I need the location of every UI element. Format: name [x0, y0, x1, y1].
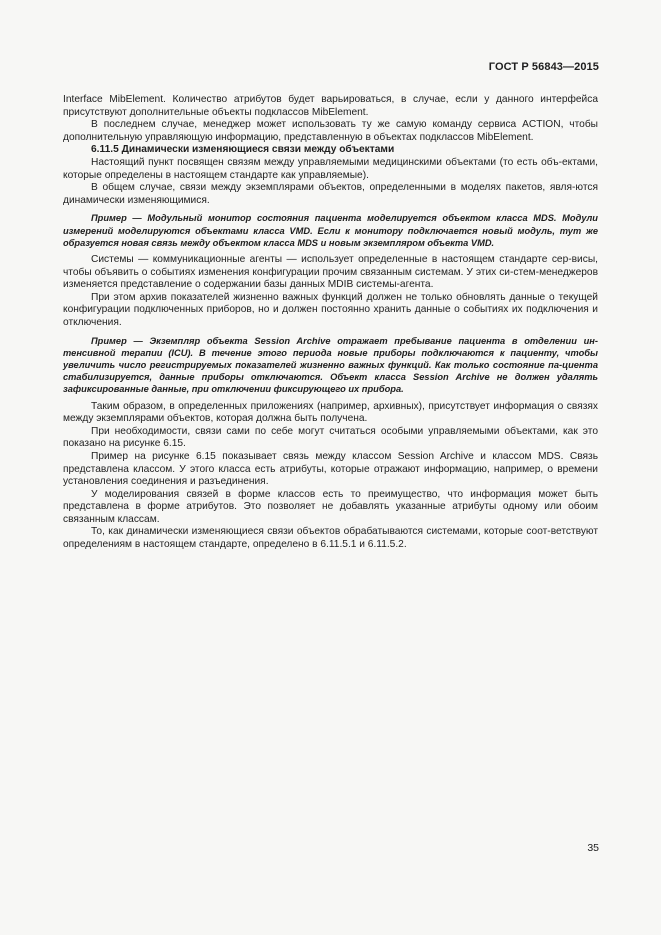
paragraph: В общем случае, связи между экземплярами объектов, определенными в моделях пакетов, явля-ются динамически изменяющимися.	[63, 182, 598, 206]
document-id-header: ГОСТ Р 56843—2015	[488, 61, 599, 73]
paragraph: Interface MibElement. Количество атрибутов будет варьироваться, в случае, если у данного интерфейса присутствуют дополнительные объекты подклассов MibElement.	[63, 94, 598, 118]
paragraph: Системы — коммуникационные агенты — использует определенные в настоящем стандарте сер-висы, чтобы объявить о событиях изменения конфигурации прочим связанным системам. У этих си-стем-менеджеров изменяется представление о содержании базы данных MDIB системы-агента.	[63, 253, 598, 291]
paragraph: В последнем случае, менеджер может использовать ту же самую команду сервиса ACTION, чтобы дополнительную управляющую информацию, представленную в объектах подклассов MibElement.	[63, 119, 598, 143]
page-number: 35	[587, 842, 599, 854]
paragraph: Таким образом, в определенных приложениях (например, архивных), присутствует информация о связях между экземплярами объектов, которая должна быть получена.	[63, 400, 598, 425]
example-note: Пример — Экземпляр объекта Session Archive отражает пребывание пациента в отделении ин-тенсивной терапии (ICU). В течение этого периода новые приборы подключаются к пациенту, чтобы увеличить число регистрируемых показателей жизненно важных функций. Как только состояние па-циента стабилизируется, данные приборы отключаются. Объект класса Session Archive не должен удалять зафиксированные данные, при отключении фиксирующего их прибора.	[63, 335, 598, 395]
paragraph: При этом архив показателей жизненно важных функций должен не только обновлять данные о текущей конфигурации подключенных приборов, но и должен постоянно хранить данные о событиях их подключения и отключения.	[63, 291, 598, 328]
paragraph: При необходимости, связи сами по себе могут считаться особыми управляемыми объектами, как это показано на рисунке 6.15.	[63, 425, 598, 450]
paragraph: Пример на рисунке 6.15 показывает связь между классом Session Archive и классом MDS. Связь представлена классом. У этого класса есть атрибуты, которые отражают информацию, например, о времени установления соединения и разъединения.	[63, 450, 598, 488]
paragraph: Настоящий пункт посвящен связям между управляемыми медицинскими объектами (то есть объ-ектами, которые определены в настоящем стандарте как управляемые).	[63, 156, 598, 181]
paragraph: У моделирования связей в форме классов есть то преимущество, что информация может быть представлена в форме атрибутов. Это позволяет не добавлять указанные атрибуты одному или обоим связанным классам.	[63, 488, 598, 525]
section-heading: 6.11.5 Динамически изменяющиеся связи между объектами	[91, 144, 395, 156]
body-text	[63, 94, 598, 552]
paragraph: То, как динамически изменяющиеся связи объектов обрабатываются системами, которые соот-ветствуют определениям в настоящем стандарте, определено в 6.11.5.1 и 6.11.5.2.	[63, 526, 598, 551]
example-note: Пример — Модульный монитор состояния пациента моделируется объектом класса MDS. Модули измерений моделируются объектами класса VMD. Если к монитору подключается новый модуль, тут же образуется новая связь между объектом класса MDS и новым экземпляром объекта VMD.	[63, 213, 598, 248]
